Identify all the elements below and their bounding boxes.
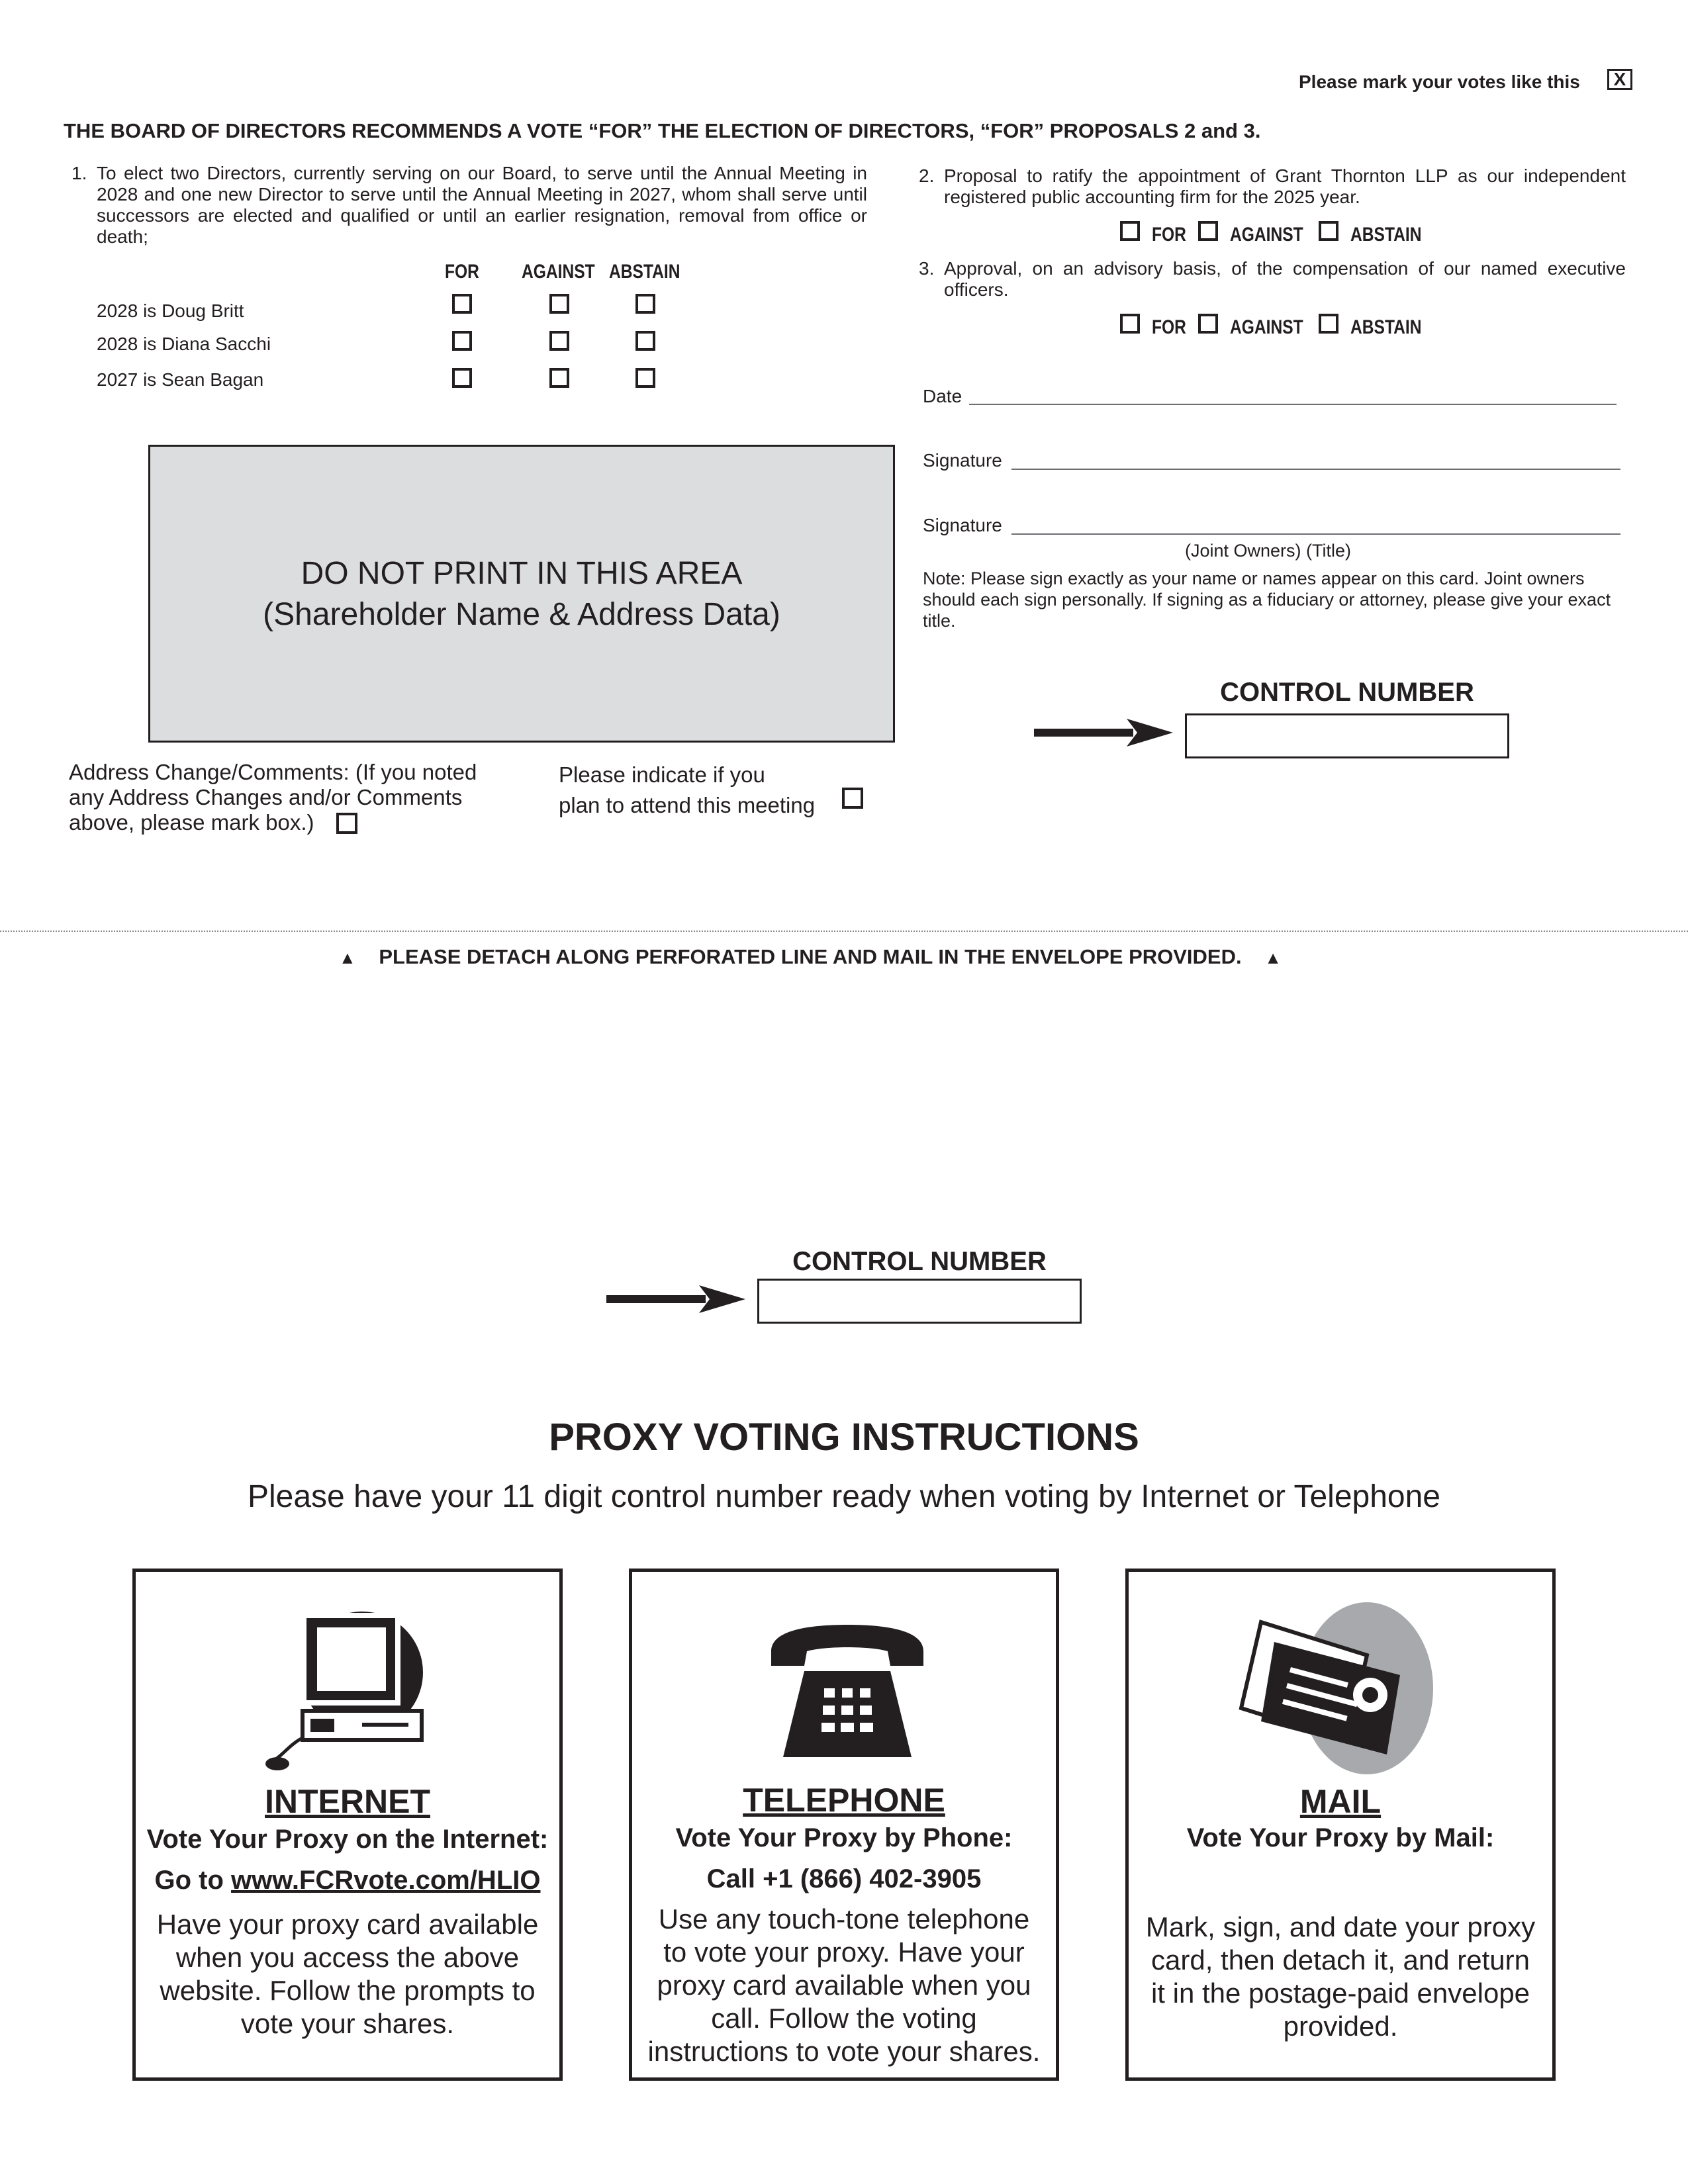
nominee-2-against-checkbox[interactable] xyxy=(549,331,569,351)
computer-icon xyxy=(263,1606,428,1772)
attend-meeting-text xyxy=(559,760,815,821)
internet-sub-1: Vote Your Proxy on the Internet: xyxy=(146,1825,549,1854)
nominee-1-for-checkbox[interactable] xyxy=(452,294,472,314)
attend-meeting-checkbox[interactable] xyxy=(842,788,863,809)
vote-legend-mark: X xyxy=(1613,69,1626,89)
proposal-2-against-label: AGAINST xyxy=(1230,224,1303,246)
triangle-up-icon: ▲ xyxy=(339,948,356,968)
internet-go-to: Go to xyxy=(154,1866,232,1895)
proposal-3-number: 3. xyxy=(919,258,935,279)
proposal-2-number: 2. xyxy=(919,165,935,186)
nominee-2-for-checkbox[interactable] xyxy=(452,331,472,351)
signature-label-1: Signature xyxy=(923,450,1002,471)
proposal-3-for-label: FOR xyxy=(1152,316,1186,338)
mail-body: Mark, sign, and date your proxy card, then detach it, and return it in the postage-paid envelope provided. xyxy=(1145,1911,1536,2042)
telephone-body: Use any touch-tone telephone to vote your proxy. Have your proxy card available when you call. Follow the voting instructions to vote your shares. xyxy=(647,1903,1041,2067)
proposal-3-against-checkbox[interactable] xyxy=(1198,314,1218,334)
proposal-2-for-label: FOR xyxy=(1152,224,1186,246)
signature-label-2: Signature xyxy=(923,515,1002,535)
internet-url-link[interactable]: www.FCRvote.com/HLIO xyxy=(231,1866,541,1895)
address-change-line-1: Address Change/Comments: (If you noted xyxy=(69,760,477,784)
telephone-icon xyxy=(765,1625,930,1764)
arrow-right-icon xyxy=(1034,716,1173,749)
mail-heading: MAIL xyxy=(1299,1783,1382,1820)
vote-legend xyxy=(1299,71,1580,93)
signature-note: Note: Please sign exactly as your name or names appear on this card. Joint owners should each sign personally. If signing as a fiduciary or attorney, please give your exact title. xyxy=(923,569,1611,631)
perforated-line xyxy=(0,931,1688,932)
control-number-box-top[interactable] xyxy=(1185,713,1509,758)
nominee-2-abstain-checkbox[interactable] xyxy=(635,331,655,351)
internet-sub-2 xyxy=(136,1866,559,1895)
proposal-3-abstain-checkbox[interactable] xyxy=(1319,314,1338,334)
telephone-vote-box xyxy=(629,1569,1059,2081)
date-label: Date xyxy=(923,386,962,406)
detach-instruction xyxy=(339,945,1349,969)
joint-owners-label: (Joint Owners) (Title) xyxy=(1185,541,1352,561)
signature-field-2[interactable] xyxy=(1011,533,1620,535)
do-not-print-line-1: DO NOT PRINT IN THIS AREA xyxy=(301,556,743,591)
proposal-3-abstain-label: ABSTAIN xyxy=(1350,316,1422,338)
proposal-3-text: Approval, on an advisory basis, of the compensation of our named executive officers. xyxy=(944,258,1626,300)
envelope-icon xyxy=(1235,1596,1440,1788)
telephone-sub-1: Vote Your Proxy by Phone: xyxy=(675,1823,1013,1852)
proposal-2-abstain-checkbox[interactable] xyxy=(1319,221,1338,241)
nominee-label-1: 2028 is Doug Britt xyxy=(97,300,244,321)
date-field[interactable] xyxy=(969,404,1617,405)
nominee-3-against-checkbox[interactable] xyxy=(549,368,569,388)
address-change-line-2: any Address Changes and/or Comments xyxy=(69,785,463,809)
proposal-2-abstain-label: ABSTAIN xyxy=(1350,224,1422,246)
proposal-1-text: To elect two Directors, currently serving on our Board, to serve until the Annual Meeting in 2028 and one new Director to serve until the Annual Meeting in 2027, whom shall serve until successors are elected and qualified or until an earlier resignation, removal from office or death; xyxy=(97,163,867,247)
do-not-print-line-2: (Shareholder Name & Address Data) xyxy=(263,597,780,632)
arrow-right-icon xyxy=(606,1283,745,1316)
proposal-1-col-against: AGAINST xyxy=(522,261,595,283)
address-change-checkbox[interactable] xyxy=(336,813,357,834)
nominee-1-against-checkbox[interactable] xyxy=(549,294,569,314)
nominee-3-abstain-checkbox[interactable] xyxy=(635,368,655,388)
triangle-up-icon: ▲ xyxy=(1264,948,1282,968)
mail-vote-box xyxy=(1125,1569,1556,2081)
control-number-box-bottom[interactable] xyxy=(757,1279,1082,1324)
vote-legend-x-icon xyxy=(1607,69,1632,90)
proposal-2-for-checkbox[interactable] xyxy=(1120,221,1140,241)
telephone-number: Call +1 (866) 402-3905 xyxy=(706,1864,982,1893)
address-change-text xyxy=(69,760,477,835)
nominee-label-2: 2028 is Diana Sacchi xyxy=(97,334,271,354)
proposal-1-col-for: FOR xyxy=(445,261,479,283)
proposal-1-number: 1. xyxy=(71,163,87,183)
address-change-line-3: above, please mark box.) xyxy=(69,810,314,835)
telephone-heading: TELEPHONE xyxy=(743,1782,945,1819)
nominee-3-for-checkbox[interactable] xyxy=(452,368,472,388)
control-number-label-top: CONTROL NUMBER xyxy=(1220,678,1474,707)
mail-sub-1: Vote Your Proxy by Mail: xyxy=(1186,1823,1495,1852)
shareholder-address-area xyxy=(148,445,895,743)
attend-line-2: plan to attend this meeting xyxy=(559,793,816,817)
instructions-title: PROXY VOTING INSTRUCTIONS xyxy=(549,1416,1139,1459)
detach-text: PLEASE DETACH ALONG PERFORATED LINE AND MAIL IN THE ENVELOPE PROVIDED. xyxy=(379,945,1242,968)
attend-line-1: Please indicate if you xyxy=(559,762,765,787)
proposal-2-text: Proposal to ratify the appointment of Grant Thornton LLP as our independent registered public accounting firm for the 2025 year. xyxy=(944,165,1626,207)
signature-field-1[interactable] xyxy=(1011,469,1620,470)
proposal-3-against-label: AGAINST xyxy=(1230,316,1303,338)
instructions-subtitle: Please have your 11 digit control number ready when voting by Internet or Telephone xyxy=(247,1479,1440,1514)
board-recommendation: THE BOARD OF DIRECTORS RECOMMENDS A VOTE “FOR” THE ELECTION OF DIRECTORS, “FOR” PROPOSALS 2 and 3. xyxy=(64,119,1261,142)
internet-vote-box xyxy=(132,1569,563,2081)
proposal-2-against-checkbox[interactable] xyxy=(1198,221,1218,241)
internet-body: Have your proxy card available when you access the above website. Follow the prompts to vote your shares. xyxy=(156,1909,539,2039)
nominee-label-3: 2027 is Sean Bagan xyxy=(97,369,264,390)
nominee-1-abstain-checkbox[interactable] xyxy=(635,294,655,314)
proposal-1-col-abstain: ABSTAIN xyxy=(609,261,680,283)
vote-legend-text: Please mark your votes like this xyxy=(1299,71,1580,92)
proposal-3-for-checkbox[interactable] xyxy=(1120,314,1140,334)
internet-heading: INTERNET xyxy=(265,1783,430,1820)
control-number-label-bottom: CONTROL NUMBER xyxy=(792,1247,1047,1276)
